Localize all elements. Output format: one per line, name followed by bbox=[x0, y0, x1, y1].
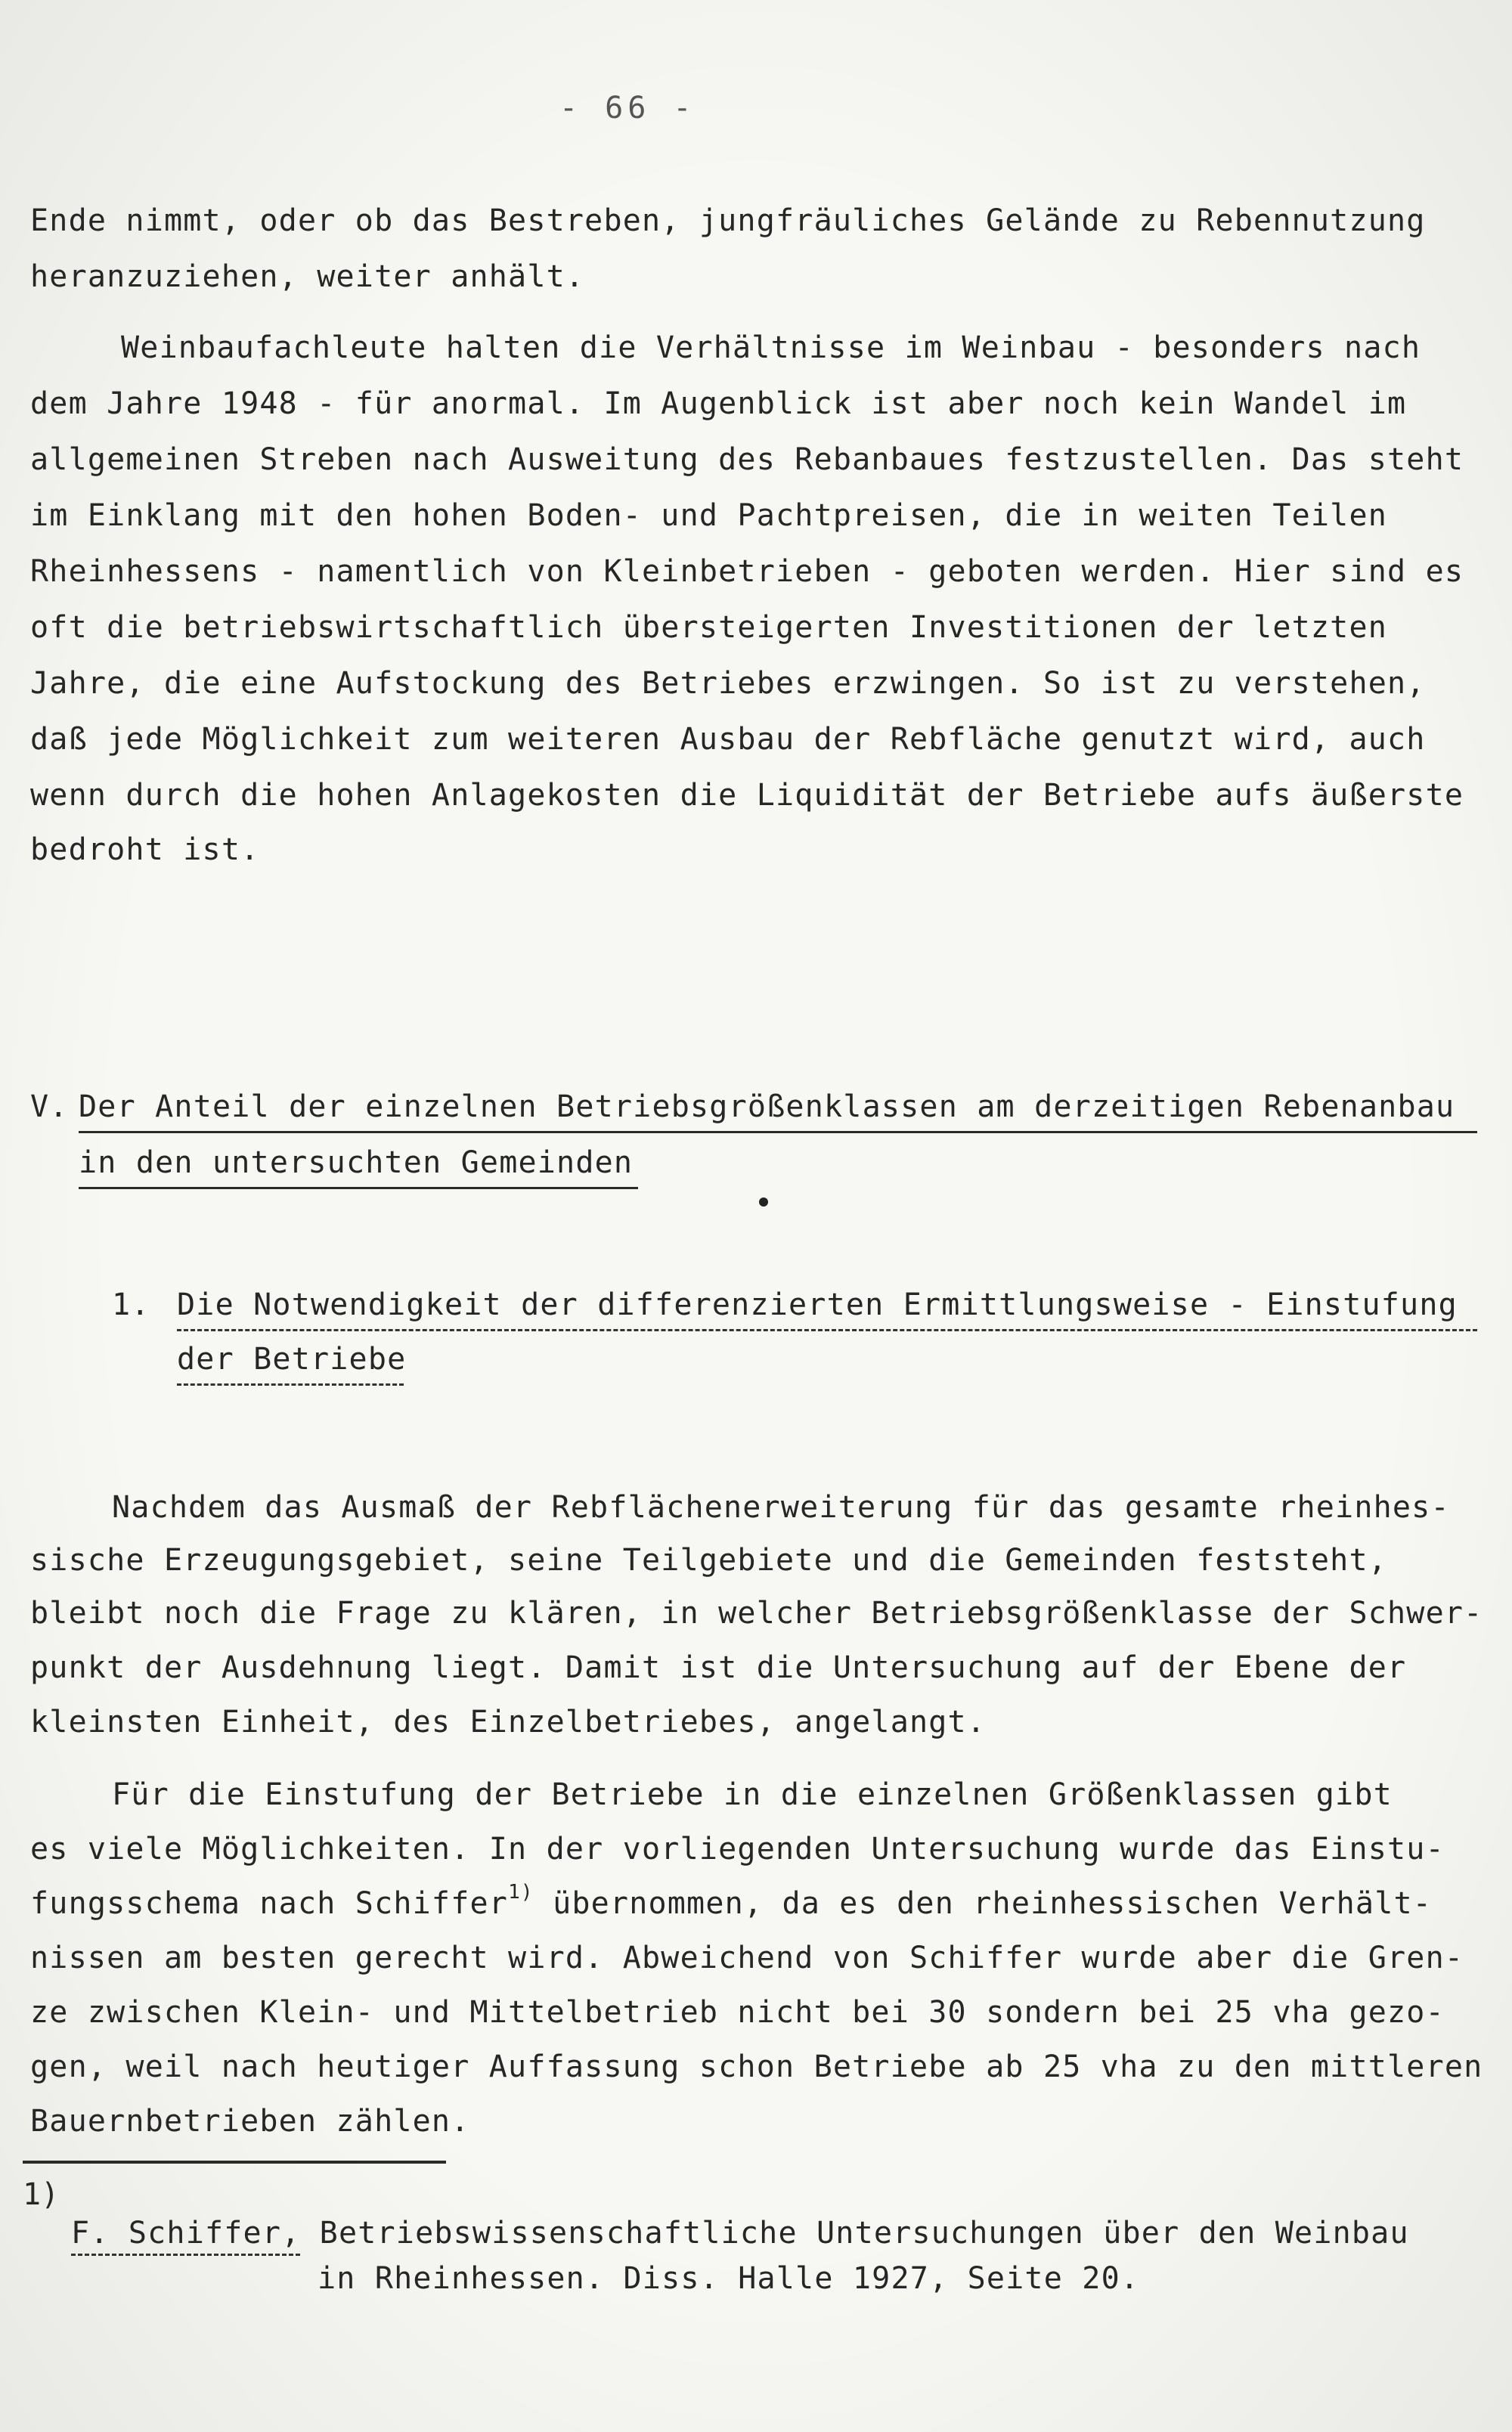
paragraph-2-line-6: oft die betriebswirtschaftlich übersteigerten Investitionen der letzten bbox=[30, 610, 1388, 645]
paragraph-2-line-10: bedroht ist. bbox=[30, 832, 260, 867]
paragraph-2-line-1: Weinbaufachleute halten die Verhältnisse im Weinbau - besonders nach bbox=[121, 330, 1421, 365]
subsection-heading-underline-2 bbox=[177, 1383, 404, 1386]
footnote-author: F. Schiffer, bbox=[71, 2216, 300, 2256]
paragraph-4-line-1: Für die Einstufung der Betriebe in die einzelnen Größenklassen gibt bbox=[112, 1777, 1393, 1812]
paragraph-2-line-4: im Einklang mit den hohen Boden- und Pachtpreisen, die in weiten Teilen bbox=[30, 498, 1388, 533]
paragraph-1-line-1: Ende nimmt, oder ob das Bestreben, jungfräuliches Gelände zu Rebennutzung bbox=[30, 203, 1426, 238]
paragraph-3-line-2: sische Erzeugungsgebiet, seine Teilgebiete und die Gemeinden feststeht, bbox=[30, 1543, 1388, 1578]
paragraph-4-line-2: es viele Möglichkeiten. In der vorliegenden Untersuchung wurde das Einstu- bbox=[30, 1832, 1445, 1867]
paragraph-2-line-3: allgemeinen Streben nach Ausweitung des Rebanbaues festzustellen. Das steht bbox=[30, 442, 1464, 477]
section-heading-line-2: in den untersuchten Gemeinden bbox=[79, 1145, 634, 1180]
footnote-line-2: in Rheinhessen. Diss. Halle 1927, Seite 20. bbox=[318, 2261, 1140, 2296]
paragraph-3-line-5: kleinsten Einheit, des Einzelbetriebes, angelangt. bbox=[30, 1705, 987, 1740]
paragraph-4-line-4: nissen am besten gerecht wird. Abweichend von Schiffer wurde aber die Gren- bbox=[30, 1941, 1464, 1975]
footnote-line-1 bbox=[71, 2215, 1409, 2251]
paragraph-2-line-2: dem Jahre 1948 - für anormal. Im Augenblick ist aber noch kein Wandel im bbox=[30, 386, 1407, 421]
paragraph-1-line-2: heranzuziehen, weiter anhält. bbox=[30, 259, 585, 294]
paragraph-4-line-3 bbox=[30, 1881, 1433, 1922]
paragraph-2-line-5: Rheinhessens - namentlich von Kleinbetrieben - geboten werden. Hier sind es bbox=[30, 554, 1464, 589]
paragraph-2-line-8: daß jede Möglichkeit zum weiteren Ausbau der Rebfläche genutzt wird, auch bbox=[30, 722, 1426, 757]
footnote-line-1-rest: Betriebswissenschaftliche Untersuchungen über den Weinbau bbox=[300, 2216, 1409, 2251]
paragraph-3-line-4: punkt der Ausdehnung liegt. Damit ist die Untersuchung auf der Ebene der bbox=[30, 1650, 1407, 1685]
paragraph-2-line-7: Jahre, die eine Aufstockung des Betriebes erzwingen. So ist zu verstehen, bbox=[30, 666, 1426, 701]
subsection-heading-line-1: Die Notwendigkeit der differenzierten Ermittlungsweise - Einstufung bbox=[177, 1287, 1458, 1322]
paragraph-4-line-6: gen, weil nach heutiger Auffassung schon Betriebe ab 25 vha zu den mittleren bbox=[30, 2049, 1483, 2084]
paragraph-4-line-3-before-ref: fungsschema nach Schiffer bbox=[30, 1886, 509, 1921]
subsection-heading-underline-1 bbox=[177, 1329, 1477, 1331]
section-heading-line-1: Der Anteil der einzelnen Betriebsgrößenklassen am derzeitigen Rebenanbau bbox=[79, 1089, 1455, 1124]
footnote-reference: 1) bbox=[508, 1881, 534, 1904]
paragraph-4-line-7: Bauernbetrieben zählen. bbox=[30, 2104, 470, 2139]
paragraph-4-line-3-after-ref: übernommen, da es den rheinhessischen Verhält- bbox=[533, 1886, 1433, 1921]
section-number: V. bbox=[30, 1089, 69, 1124]
section-heading-underline-1 bbox=[79, 1131, 1477, 1133]
footnote-separator bbox=[23, 2161, 446, 2164]
page-number: - 66 - bbox=[559, 91, 696, 125]
subsection-heading-line-2: der Betriebe bbox=[177, 1342, 407, 1377]
ink-dot bbox=[759, 1197, 768, 1207]
subsection-number: 1. bbox=[112, 1287, 150, 1322]
paragraph-3-line-3: bleibt noch die Frage zu klären, in welcher Betriebsgrößenklasse der Schwer- bbox=[30, 1596, 1483, 1631]
paragraph-3-line-1: Nachdem das Ausmaß der Rebflächenerweiterung für das gesamte rheinhes- bbox=[112, 1490, 1450, 1525]
section-heading-underline-2 bbox=[79, 1187, 638, 1189]
footnote-marker: 1) bbox=[23, 2177, 60, 2212]
paragraph-4-line-5: ze zwischen Klein- und Mittelbetrieb nicht bei 30 sondern bei 25 vha gezo- bbox=[30, 1995, 1445, 2030]
paragraph-2-line-9: wenn durch die hohen Anlagekosten die Liquidität der Betriebe aufs äußerste bbox=[30, 778, 1464, 813]
